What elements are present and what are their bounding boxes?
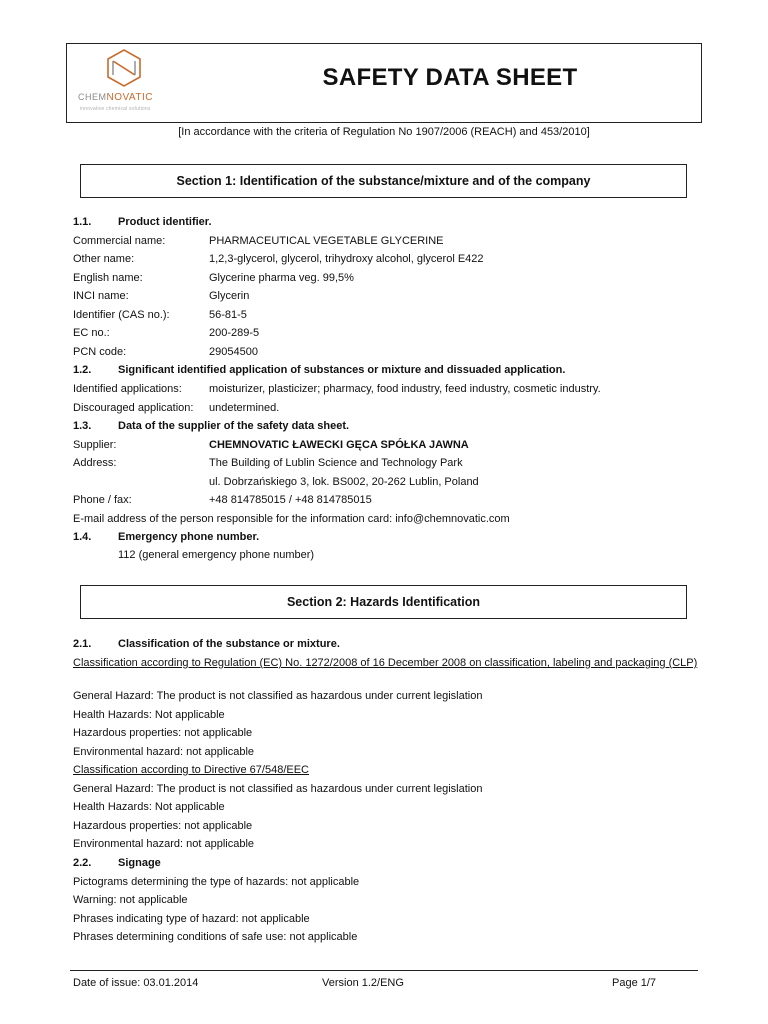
identifier-value: PHARMACEUTICAL VEGETABLE GLYCERINE <box>209 235 444 247</box>
subsection-heading: Emergency phone number. <box>118 531 260 543</box>
clp-line: General Hazard: The product is not classified as hazardous under current legislation <box>73 690 483 702</box>
supplier-label: Supplier: <box>73 439 117 451</box>
logo-chem: CHEM <box>78 92 107 102</box>
discouraged-application-row <box>73 401 733 415</box>
subsection-number: 1.4. <box>73 531 92 543</box>
clp-line: Health Hazards: Not applicable <box>73 709 225 721</box>
subsection-heading: Product identifier. <box>118 216 212 228</box>
section1-title: Section 1: Identification of the substance/mixture and of the company <box>176 174 591 188</box>
clp-classification-heading: Classification according to Regulation (EC) No. 1272/2008 of 16 December 2008 on classification, labeling and packaging (CLP) <box>73 657 698 669</box>
subsection-number: 1.2. <box>73 364 92 376</box>
directive-line: General Hazard: The product is not classified as hazardous under current legislation <box>73 783 483 795</box>
subsection-2-1 <box>73 637 733 651</box>
identifier-label: PCN code: <box>73 346 127 358</box>
address-line2: ul. Dobrzańskiego 3, lok. BS002, 20-262 Lublin, Poland <box>209 476 479 488</box>
supplier-value: CHEMNOVATIC ŁAWECKI GĘCA SPÓŁKA JAWNA <box>209 439 469 451</box>
section2-title: Section 2: Hazards Identification <box>286 595 481 609</box>
discouraged-application-value: undetermined. <box>209 402 280 414</box>
phone-row <box>73 493 733 507</box>
directive-line: Health Hazards: Not applicable <box>73 801 225 813</box>
address-row <box>73 456 733 470</box>
identifier-row <box>73 308 733 322</box>
document-title: SAFETY DATA SHEET <box>322 64 578 91</box>
identifier-value: 56-81-5 <box>209 309 247 321</box>
section1-title-box <box>80 164 687 198</box>
identifier-row <box>73 326 733 340</box>
address-line1: The Building of Lublin Science and Technology Park <box>209 457 463 469</box>
footer-page: Page 1/7 <box>612 977 657 989</box>
identifier-label: Commercial name: <box>73 235 166 247</box>
identified-applications-label: Identified applications: <box>73 383 182 395</box>
subsection-number: 2.1. <box>73 638 92 650</box>
identifier-label: EC no.: <box>73 327 110 339</box>
supplier-row <box>73 438 733 452</box>
subsection-heading: Classification of the substance or mixture. <box>118 638 340 650</box>
identifier-label: Other name: <box>73 253 135 265</box>
address-label: Address: <box>73 457 117 469</box>
phone-label: Phone / fax: <box>73 494 132 506</box>
signage-line: Phrases determining conditions of safe use: not applicable <box>73 931 358 943</box>
identified-applications-row <box>73 382 733 396</box>
signage-line: Phrases indicating type of hazard: not applicable <box>73 913 310 925</box>
clp-line: Environmental hazard: not applicable <box>73 746 255 758</box>
logo-wordmark <box>78 92 153 103</box>
identifier-row <box>73 252 733 266</box>
email-line: E-mail address of the person responsible for the information card: info@chemnovatic.com <box>73 513 510 525</box>
subsection-2-2 <box>73 856 733 870</box>
subsection-1-3 <box>73 419 733 433</box>
identifier-value: 200-289-5 <box>209 327 260 339</box>
emergency-number: 112 (general emergency phone number) <box>118 549 315 561</box>
identifier-row <box>73 271 733 285</box>
footer-divider <box>70 970 698 971</box>
signage-line: Warning: not applicable <box>73 894 188 906</box>
directive-classification-heading: Classification according to Directive 67/548/EEC <box>73 764 310 776</box>
logo-tagline: innovative chemical solutions <box>80 106 151 112</box>
address-row-2 <box>73 475 733 489</box>
identifier-label: English name: <box>73 272 143 284</box>
identifier-value: Glycerine pharma veg. 99,5% <box>209 272 354 284</box>
identifier-value: 29054500 <box>209 346 258 358</box>
footer-date: Date of issue: 03.01.2014 <box>73 977 199 989</box>
identifier-row <box>73 345 733 359</box>
signage-line: Pictograms determining the type of hazards: not applicable <box>73 876 360 888</box>
subsection-1-2 <box>73 363 733 377</box>
identifier-label: Identifier (CAS no.): <box>73 309 170 321</box>
identifier-value: 1,2,3-glycerol, glycerol, trihydroxy alcohol, glycerol E422 <box>209 253 484 265</box>
discouraged-application-label: Discouraged application: <box>73 402 194 414</box>
subsection-heading: Data of the supplier of the safety data sheet. <box>118 420 350 432</box>
subsection-heading: Significant identified application of substances or mixture and dissuaded application. <box>118 364 566 376</box>
footer-version: Version 1.2/ENG <box>322 977 404 989</box>
regulation-note: [In accordance with the criteria of Regulation No 1907/2006 (REACH) and 453/2010] <box>178 126 590 138</box>
clp-line: Hazardous properties: not applicable <box>73 727 253 739</box>
subsection-heading: Signage <box>118 857 161 869</box>
identified-applications-value: moisturizer, plasticizer; pharmacy, food industry, feed industry, cosmetic industry. <box>209 383 601 395</box>
identifier-row <box>73 289 733 303</box>
subsection-1-1 <box>73 215 733 229</box>
directive-line: Environmental hazard: not applicable <box>73 838 255 850</box>
phone-value: +48 814785015 / +48 814785015 <box>209 494 372 506</box>
identifier-value: Glycerin <box>209 290 250 302</box>
subsection-number: 1.3. <box>73 420 92 432</box>
directive-line: Hazardous properties: not applicable <box>73 820 253 832</box>
section2-title-box <box>80 585 687 619</box>
subsection-number: 2.2. <box>73 857 92 869</box>
subsection-number: 1.1. <box>73 216 92 228</box>
subsection-1-4 <box>73 530 733 544</box>
identifier-row <box>73 234 733 248</box>
identifier-label: INCI name: <box>73 290 129 302</box>
logo-novatic: NOVATIC <box>106 92 153 103</box>
